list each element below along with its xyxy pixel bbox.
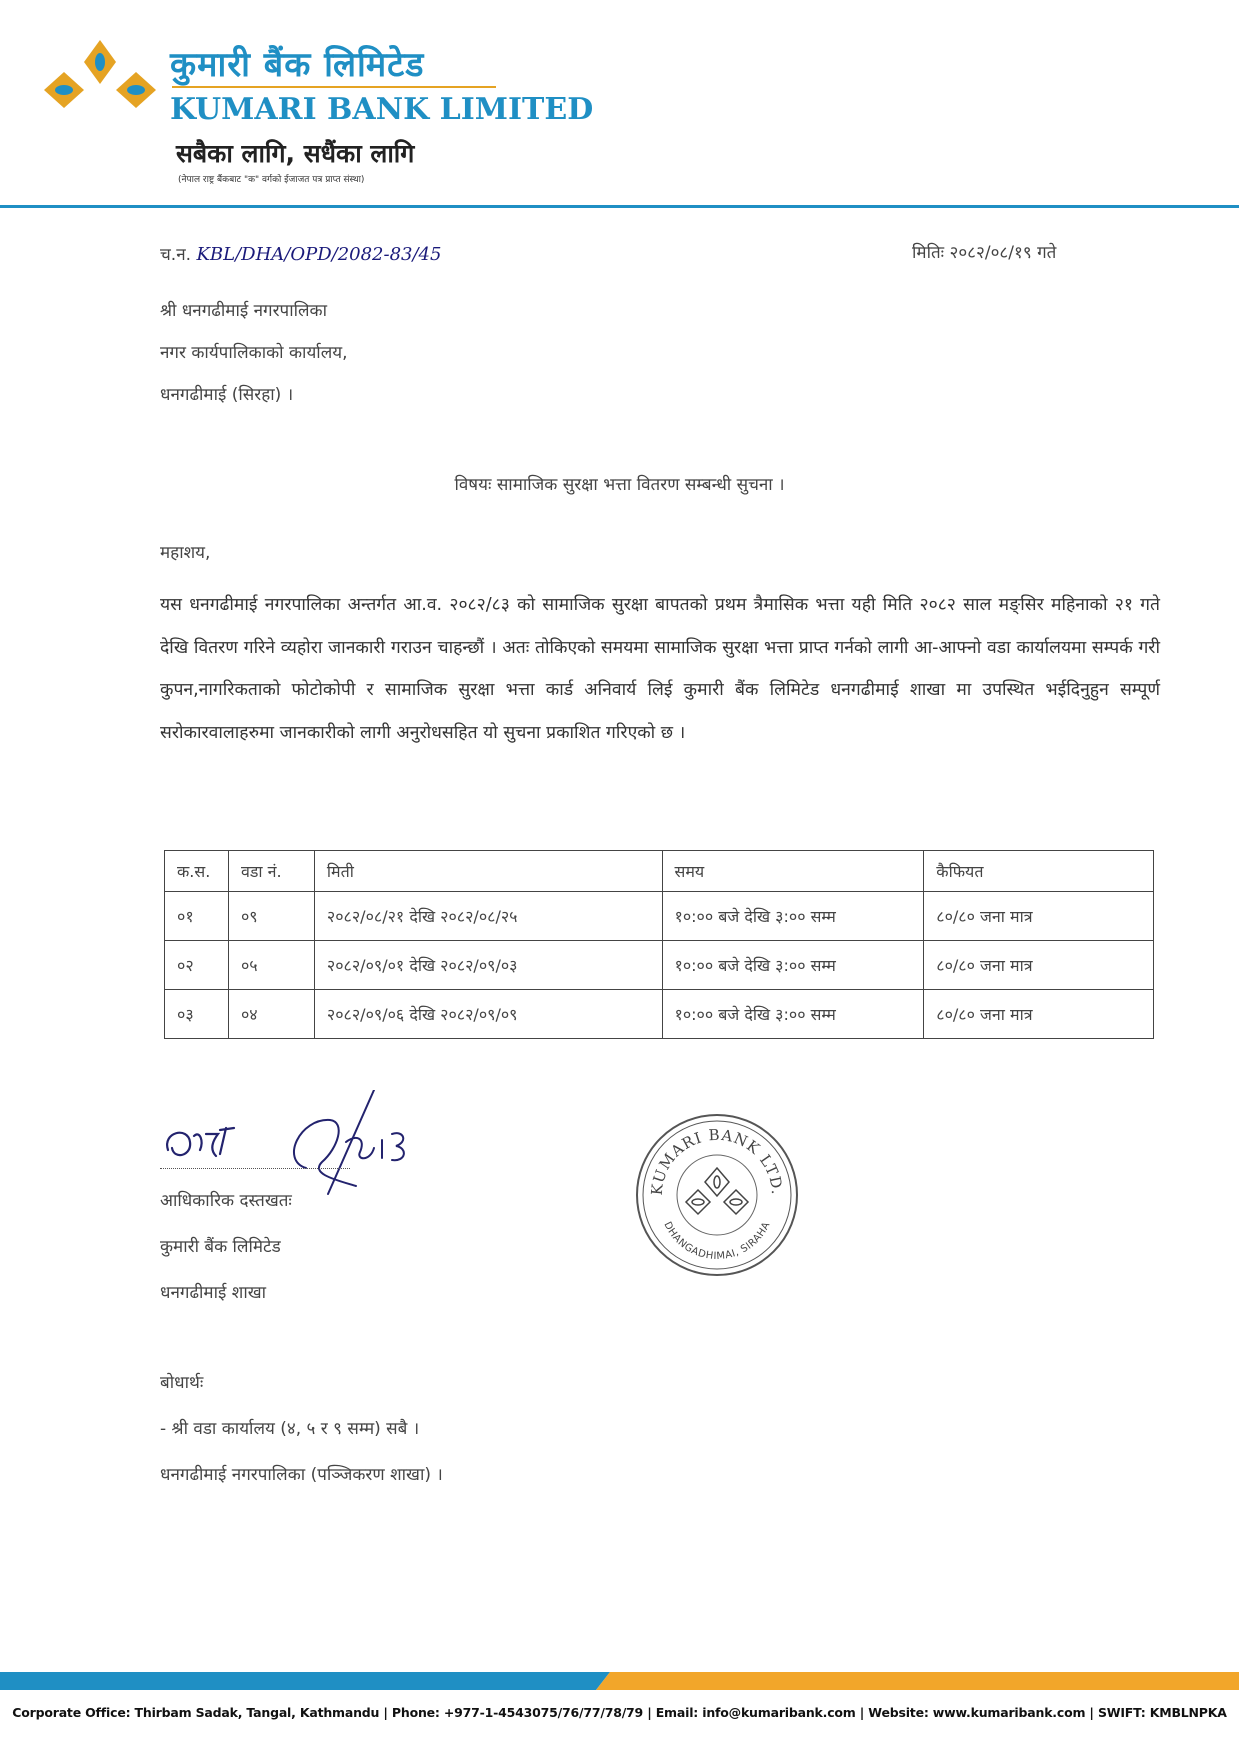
header-date: मिती — [314, 851, 662, 892]
cell-time: १०:०० बजे देखि ३:०० सम्म — [662, 990, 924, 1039]
signature-label: आधिकारिक दस्तखतः — [160, 1191, 292, 1211]
table-header-row — [165, 851, 1154, 892]
recipient-line: धनगढीमाई (सिरहा) । — [160, 385, 294, 405]
reference-number — [160, 242, 441, 265]
header-serial: क.स. — [165, 851, 229, 892]
cell-remarks: ८०/८० जना मात्र — [924, 892, 1154, 941]
cell-serial: ०१ — [165, 892, 229, 941]
table-row — [165, 892, 1154, 941]
cc-item: - श्री वडा कार्यालय (४, ५ र ९ सम्म) सबै । — [160, 1419, 420, 1439]
svg-text:DHANGADHIMAI, SIRAHA — [661, 1220, 772, 1262]
bank-tagline: सबैका लागि, सधैंका लागि — [176, 139, 415, 168]
cc-item: धनगढीमाई नगरपालिका (पञ्जिकरण शाखा) । — [160, 1465, 443, 1485]
svg-text:KUMARI BANK LTD. — [648, 1126, 786, 1196]
license-note: (नेपाल राष्ट्र बैंकबाट "क" वर्गको ईजाजत पत्र प्राप्त संस्था) — [178, 175, 365, 185]
stamp-bottom-text: DHANGADHIMAI, SIRAHA — [661, 1220, 773, 1263]
cell-date: २०८२/०९/०१ देखि २०८२/०९/०३ — [314, 941, 662, 990]
cell-remarks: ८०/८० जना मात्र — [924, 990, 1154, 1039]
copy-to-block — [160, 1360, 443, 1498]
bank-name-nepali: कुमारी बैंक लिमिटेड — [170, 45, 425, 85]
recipient-line: श्री धनगढीमाई नगरपालिका — [160, 301, 328, 321]
header-ward: वडा नं. — [228, 851, 314, 892]
reference-value: KBL/DHA/OPD/2082-83/45 — [196, 244, 442, 265]
cell-ward: ०५ — [228, 941, 314, 990]
letter-date: मितिः २०८२/०८/१९ गते — [912, 243, 1057, 263]
letter-subject: विषयः सामाजिक सुरक्षा भत्ता वितरण सम्बन्धी सुचना । — [454, 475, 785, 495]
reference-label: च.न. — [160, 245, 192, 265]
cell-remarks: ८०/८० जना मात्र — [924, 941, 1154, 990]
cell-ward: ०९ — [228, 892, 314, 941]
footer-contact-info: Corporate Office: Thirbam Sadak, Tangal, Kathmandu | Phone: +977-1-4543075/76/77/78/79 | Email: info@kumaribank.com | Website: www.kumaribank.com | SWIFT: KMBLNPKA — [12, 1705, 1227, 1720]
bank-name-english: KUMARI BANK LIMITED — [170, 92, 594, 127]
signature-line — [160, 1168, 350, 1169]
cell-date: २०८२/०८/२१ देखि २०८२/०८/२५ — [314, 892, 662, 941]
signatory-block — [160, 1178, 292, 1316]
salutation: महाशय, — [160, 543, 211, 563]
stamp-top-text: KUMARI BANK LTD. — [647, 1125, 787, 1196]
cell-serial: ०२ — [165, 941, 229, 990]
footer-color-band — [0, 1672, 1239, 1690]
cell-ward: ०४ — [228, 990, 314, 1039]
cell-serial: ०३ — [165, 990, 229, 1039]
kumari-bank-logo — [40, 38, 160, 128]
bank-seal-stamp — [632, 1110, 802, 1280]
table-row — [165, 990, 1154, 1039]
cell-date: २०८२/०९/०६ देखि २०८२/०९/०९ — [314, 990, 662, 1039]
header-time: समय — [662, 851, 924, 892]
letter-body: यस धनगढीमाई नगरपालिका अन्तर्गत आ.व. २०८२/८३ को सामाजिक सुरक्षा बापतको प्रथम त्रैमासिक भत्ता यही मिति २०८२ साल मङ्सिर महिनाको २१ गते देखि वितरण गरिने व्यहोरा जानकारी गराउन चाहन्छौं । अतः तोकिएको समयमा सामाजिक सुरक्षा भत्ता प्राप्त गर्नको लागी आ-आफ्नो वडा कार्यालयमा सम्पर्क गरी कुपन,नागरिकताको फोटोकोपी र सामाजिक सुरक्षा भत्ता कार्ड अनिवार्य लिई कुमारी बैंक लिमिटेड धनगढीमाई शाखा मा उपस्थित भईदिनुहुन सम्पूर्ण सरोकारवालाहरुमा जानकारीको लागी अनुरोधसहित यो सुचना प्रकाशित गरिएको छ । — [160, 595, 1160, 743]
letterhead-rule — [0, 205, 1239, 208]
brand-divider — [172, 86, 496, 88]
signatory-branch: धनगढीमाई शाखा — [160, 1283, 267, 1303]
header-remarks: कैफियत — [924, 851, 1154, 892]
signatory-organization: कुमारी बैंक लिमिटेड — [160, 1237, 281, 1257]
cell-time: १०:०० बजे देखि ३:०० सम्म — [662, 941, 924, 990]
recipient-address — [160, 290, 348, 416]
recipient-line: नगर कार्यपालिकाको कार्यालय, — [160, 343, 348, 363]
cell-time: १०:०० बजे देखि ३:०० सम्म — [662, 892, 924, 941]
table-row — [165, 941, 1154, 990]
distribution-schedule-table — [164, 850, 1154, 1039]
cc-label: बोधार्थः — [160, 1373, 204, 1393]
